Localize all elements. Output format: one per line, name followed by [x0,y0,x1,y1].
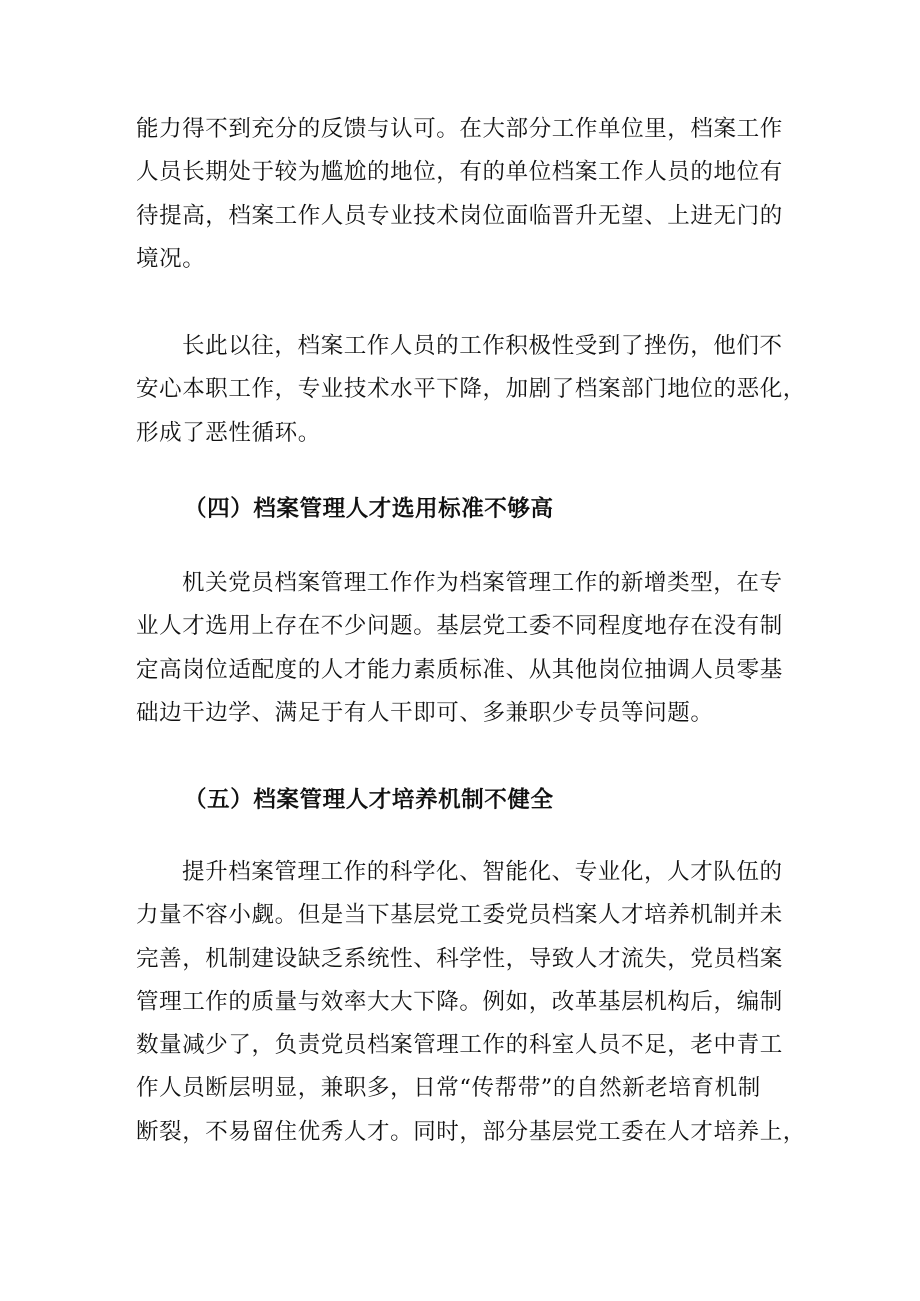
paragraph-line: 作人员断层明显，兼职多，日常“传帮带”的自然新老培育机制 [136,1075,761,1102]
paragraph-1 [136,108,796,281]
paragraph-2 [136,325,806,455]
paragraph-line: 境况。 [136,245,206,272]
paragraph-line: 力量不容小觑。但是当下基层党工委党员档案人才培养机制并未 [136,902,783,929]
paragraph-line: 断裂，不易留住优秀人才。同时，部分基层党工委在人才培养上， [136,1118,806,1145]
paragraph-line: 人员长期处于较为尴尬的地位，有的单位档案工作人员的地位有 [136,159,783,186]
paragraph-line: 安心本职工作，专业技术水平下降，加剧了档案部门地位的恶化， [136,376,806,403]
paragraph-line: 机关党员档案管理工作作为档案管理工作的新增类型，在专 [182,570,783,596]
section-heading-5: （五）档案管理人才培养机制不健全 [184,787,554,813]
paragraph-line: 长此以往，档案工作人员的工作积极性受到了挫伤，他们不 [182,333,783,359]
paragraph-4 [136,851,806,1154]
paragraph-line: 能力得不到充分的反馈与认可。在大部分工作单位里，档案工作 [136,116,783,142]
paragraph-line: 础边干边学、满足于有人干即可、多兼职少专员等问题。 [136,699,714,726]
section-heading-4: （四）档案管理人才选用标准不够高 [184,496,554,522]
paragraph-line: 提升档案管理工作的科学化、智能化、专业化，人才队伍的 [182,859,783,885]
paragraph-line: 待提高，档案工作人员专业技术岗位面临晋升无望、上进无门的 [136,202,783,229]
paragraph-line: 业人才选用上存在不少问题。基层党工委不同程度地存在没有制 [136,613,783,640]
paragraph-line: 定高岗位适配度的人才能力素质标准、从其他岗位抽调人员零基 [136,656,783,683]
paragraph-line: 数量减少了，负责党员档案管理工作的科室人员不足，老中青工 [136,1032,783,1059]
paragraph-line: 管理工作的质量与效率大大下降。例如，改革基层机构后，编制 [136,988,783,1015]
paragraph-line: 形成了恶性循环。 [136,419,321,446]
paragraph-3 [136,562,796,735]
paragraph-line: 完善，机制建设缺乏系统性、科学性，导致人才流失，党员档案 [136,945,783,972]
